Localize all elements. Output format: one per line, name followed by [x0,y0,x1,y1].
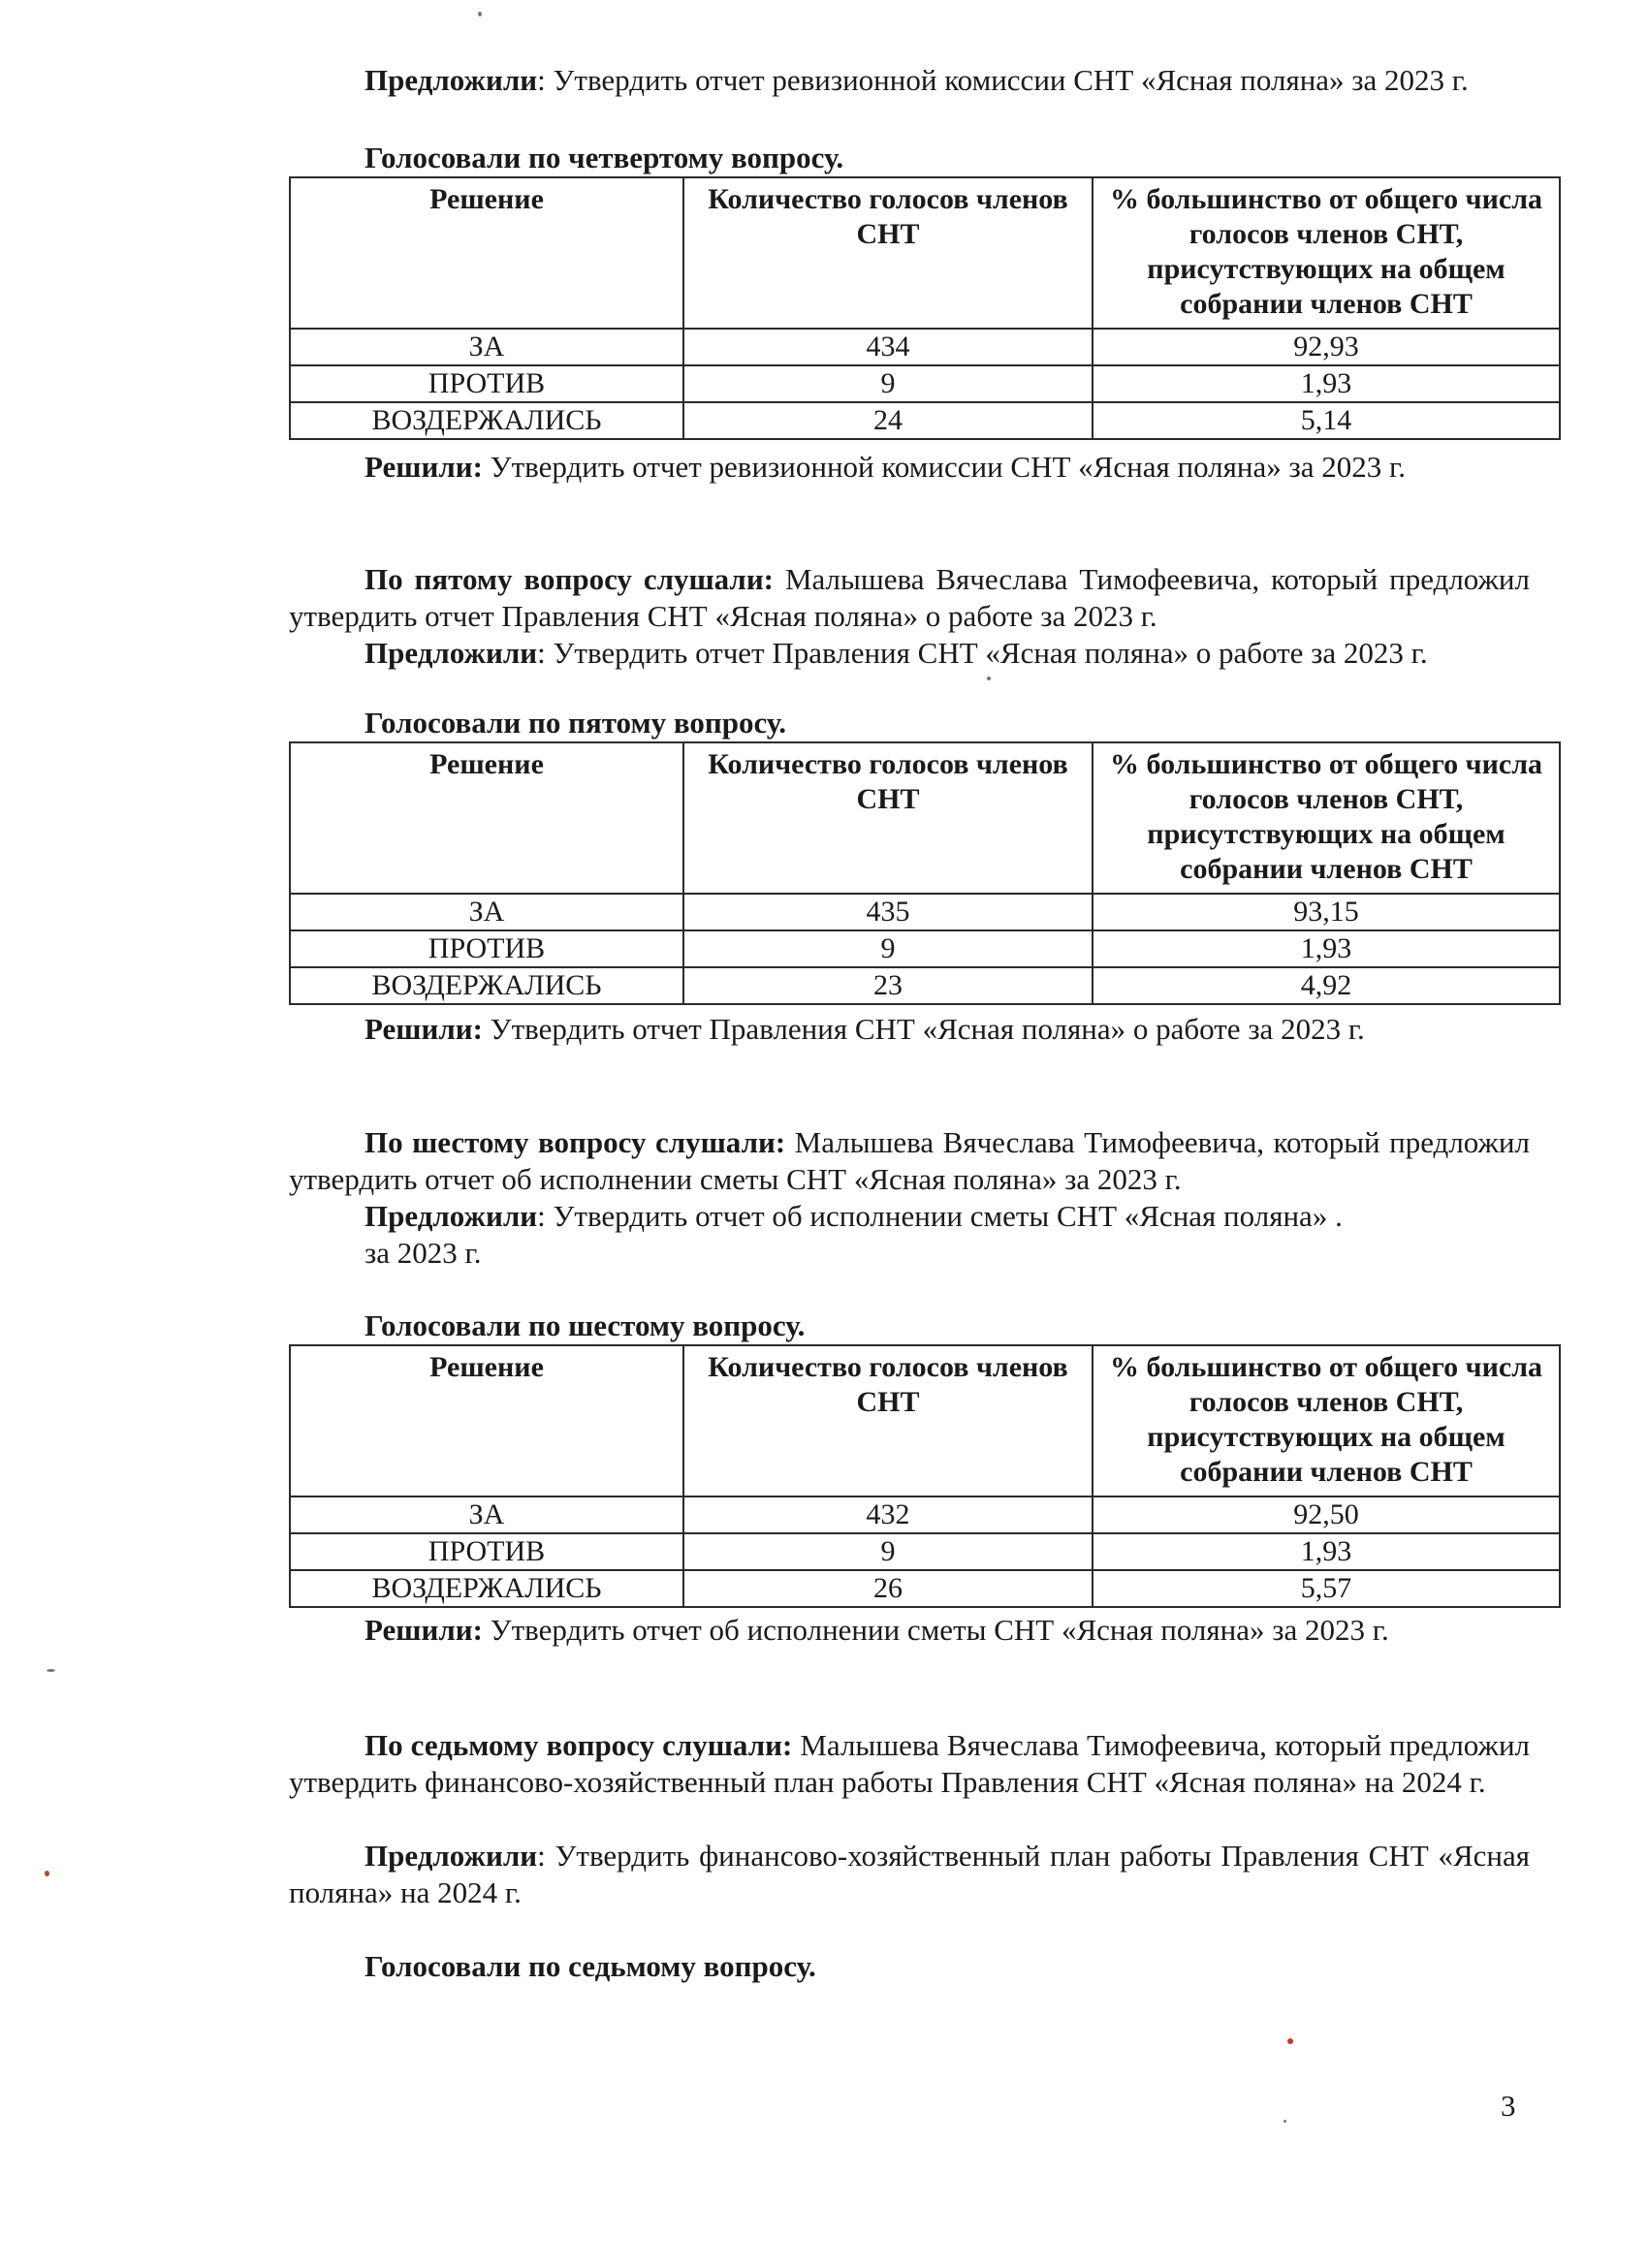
q4-resolved-text: Утвердить отчет ревизионной комиссии СНТ «Ясная поляна» за 2023 г. [482,450,1406,484]
q4-vote-table [289,176,1561,440]
cell-percent: 4,92 [1093,967,1560,1004]
table-header-row [290,742,1560,894]
cell-votes: 26 [683,1570,1093,1607]
q5-heard-paragraph [289,561,1530,635]
scan-speck [1287,2038,1293,2044]
header-percent: % большинство от общего числа голосов членов СНТ, присутствующих на общем собрании членов СНТ [1093,1345,1560,1496]
cell-decision: ЗА [290,329,683,365]
cell-decision: ВОЗДЕРЖАЛИСЬ [290,402,683,439]
q7-proposed-text: : Утвердить финансово-хозяйственный план работы Правления СНТ «Ясная поляна» на 2024 г. [289,1839,1530,1909]
q6-proposed-continuation: за 2023 г. [364,1236,482,1270]
cell-percent: 92,93 [1093,329,1560,365]
cell-percent: 1,93 [1093,365,1560,402]
scan-speck [47,1669,55,1672]
cell-votes: 9 [683,365,1093,402]
cell-votes: 24 [683,402,1093,439]
header-percent: % большинство от общего числа голосов членов СНТ, присутствующих на общем собрании членов СНТ [1093,742,1560,894]
scan-speck [1284,2120,1286,2123]
q7-heard-paragraph [289,1727,1530,1801]
scan-speck [478,12,482,16]
q5-proposed-label: Предложили [364,636,538,670]
table-row [290,1533,1560,1570]
q6-heard-label: По шестому вопросу слушали: [364,1125,786,1159]
table-row [290,1570,1560,1607]
q6-voted-heading: Голосовали по шестому вопросу. [364,1308,806,1342]
q4-proposed-paragraph [289,62,1530,99]
cell-decision: ЗА [290,1496,683,1533]
scan-speck [987,677,991,680]
header-decision: Решение [290,177,683,329]
q6-heard-text: Малышева Вячеслава Тимофеевича, который предложил утвердить отчет об исполнении сметы СНТ «Ясная поляна» за 2023 г. [289,1125,1530,1196]
table-row [290,894,1560,930]
q4-proposed-text: : Утвердить отчет ревизионной комиссии СНТ «Ясная поляна» за 2023 г. [537,63,1469,97]
q7-proposed-paragraph [289,1838,1530,1911]
q4-resolved-line [364,449,1557,486]
header-votes: Количество голосов членов СНТ [683,1345,1093,1496]
q6-proposed-label: Предложили [364,1199,538,1233]
header-votes: Количество голосов членов СНТ [683,742,1093,894]
q5-heard-label: По пятому вопросу слушали: [364,562,775,596]
cell-votes: 432 [683,1496,1093,1533]
table-row [290,365,1560,402]
header-decision: Решение [290,1345,683,1496]
header-votes: Количество голосов членов СНТ [683,177,1093,329]
q5-vote-table [289,741,1561,1005]
q5-proposed-line [364,635,1557,672]
q5-heard-text: Малышева Вячеслава Тимофеевича, который предложил утвердить отчет Правления СНТ «Ясная поляна» о работе за 2023 г. [289,562,1530,633]
q5-resolved-text: Утвердить отчет Правления СНТ «Ясная поляна» о работе за 2023 г. [482,1012,1365,1046]
cell-percent: 5,14 [1093,402,1560,439]
header-percent: % большинство от общего числа голосов членов СНТ, присутствующих на общем собрании членов СНТ [1093,177,1560,329]
q4-voted-heading: Голосовали по четвертому вопросу. [364,141,844,174]
q7-heard-text: Малышева Вячеслава Тимофеевича, который предложил утвердить финансово-хозяйственный план работы Правления СНТ «Ясная поляна» на 2024 г. [289,1728,1531,1799]
cell-decision: ВОЗДЕРЖАЛИСЬ [290,967,683,1004]
q6-resolved-label: Решили: [364,1613,483,1647]
q6-proposed-line [364,1198,1557,1235]
table-row [290,1496,1560,1533]
q6-proposed-text: : Утвердить отчет об исполнении сметы СНТ «Ясная поляна» . [537,1199,1343,1233]
cell-decision: ПРОТИВ [290,930,683,967]
q5-resolved-line [364,1011,1557,1048]
scan-speck [45,1871,49,1876]
page-number: 3 [1501,2089,1516,2123]
q6-heard-paragraph [289,1124,1530,1198]
cell-votes: 435 [683,894,1093,930]
cell-votes: 9 [683,1533,1093,1570]
cell-percent: 1,93 [1093,930,1560,967]
q5-proposed-text: : Утвердить отчет Правления СНТ «Ясная поляна» о работе за 2023 г. [537,636,1428,670]
q6-vote-table [289,1344,1561,1608]
cell-percent: 5,57 [1093,1570,1560,1607]
q7-voted-heading: Голосовали по седьмому вопросу. [364,1949,816,1983]
q4-resolved-label: Решили: [364,450,483,484]
table-header-row [290,1345,1560,1496]
cell-decision: ПРОТИВ [290,1533,683,1570]
q4-proposed-label: Предложили [364,63,538,97]
q7-heard-label: По седьмому вопросу слушали: [364,1728,793,1762]
table-header-row [290,177,1560,329]
header-decision: Решение [290,742,683,894]
cell-votes: 434 [683,329,1093,365]
cell-votes: 9 [683,930,1093,967]
q6-resolved-line [364,1612,1557,1649]
table-row [290,930,1560,967]
q6-resolved-text: Утвердить отчет об исполнении сметы СНТ «Ясная поляна» за 2023 г. [482,1613,1389,1647]
q7-proposed-label: Предложили [364,1839,538,1873]
cell-decision: ЗА [290,894,683,930]
table-row [290,329,1560,365]
q5-voted-heading: Голосовали по пятому вопросу. [364,706,786,740]
cell-percent: 93,15 [1093,894,1560,930]
table-row [290,402,1560,439]
cell-percent: 92,50 [1093,1496,1560,1533]
table-row [290,967,1560,1004]
cell-percent: 1,93 [1093,1533,1560,1570]
cell-votes: 23 [683,967,1093,1004]
cell-decision: ВОЗДЕРЖАЛИСЬ [290,1570,683,1607]
q5-resolved-label: Решили: [364,1012,483,1046]
cell-decision: ПРОТИВ [290,365,683,402]
